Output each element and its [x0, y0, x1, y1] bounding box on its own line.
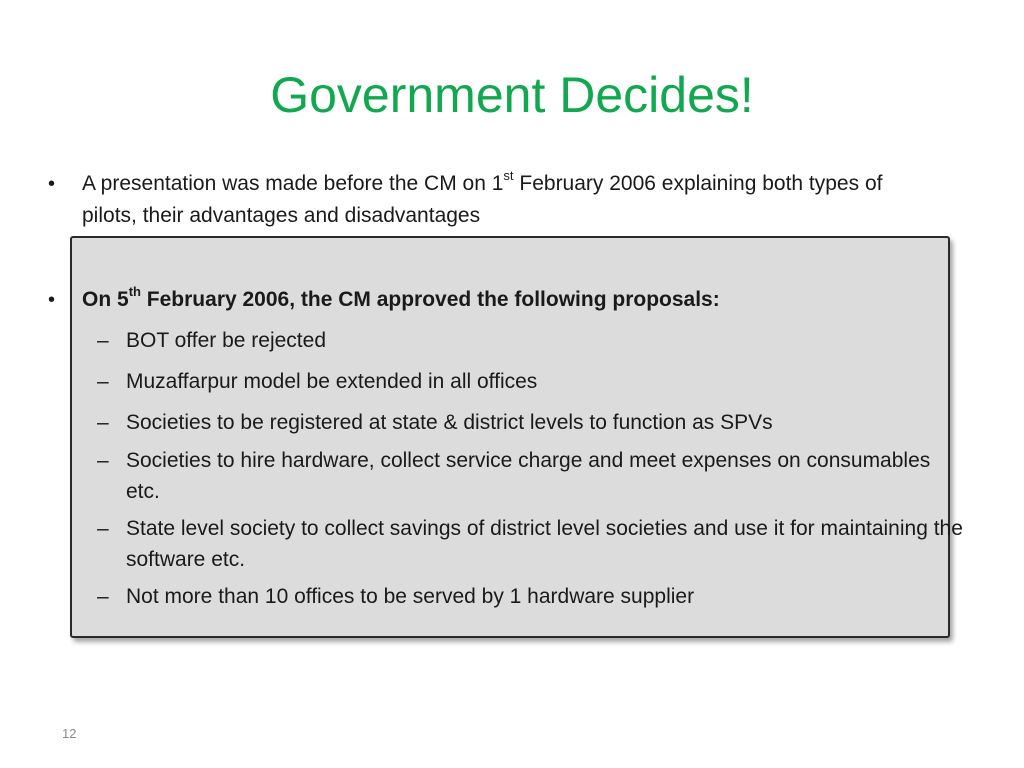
sub-item-text: Societies to be registered at state & district levels to function as SPVs [126, 411, 773, 434]
slide-title: Government Decides! [270, 67, 754, 123]
sub-item-text: Not more than 10 offices to be served by 1 hardware supplier [126, 585, 695, 608]
superscript: th [128, 284, 141, 299]
sub-item-text: Societies to hire hardware, collect service charge and meet expenses on consumables etc. [126, 449, 931, 503]
dash-marker: – [97, 329, 109, 352]
dash-marker: – [97, 585, 109, 608]
dash-marker: – [97, 411, 109, 434]
bullet-text: On 5th February 2006, the CM approved the following proposals: [82, 284, 720, 311]
bullet-marker: • [48, 289, 56, 311]
page-number: 12 [62, 726, 77, 741]
sub-item-text: BOT offer be rejected [126, 329, 327, 352]
sub-item-text: State level society to collect savings of district level societies and use it for maintaining the software etc. [126, 517, 963, 571]
bullet-text: A presentation was made before the CM on 1st February 2006 explaining both types of pilots, their advantages and disadvantages [82, 168, 883, 227]
bullet-marker: • [48, 173, 56, 195]
dash-marker: – [97, 370, 109, 393]
superscript: st [503, 168, 514, 183]
dash-marker: – [97, 449, 109, 472]
dash-marker: – [97, 517, 109, 540]
sub-item-text: Muzaffarpur model be extended in all offices [126, 370, 538, 393]
